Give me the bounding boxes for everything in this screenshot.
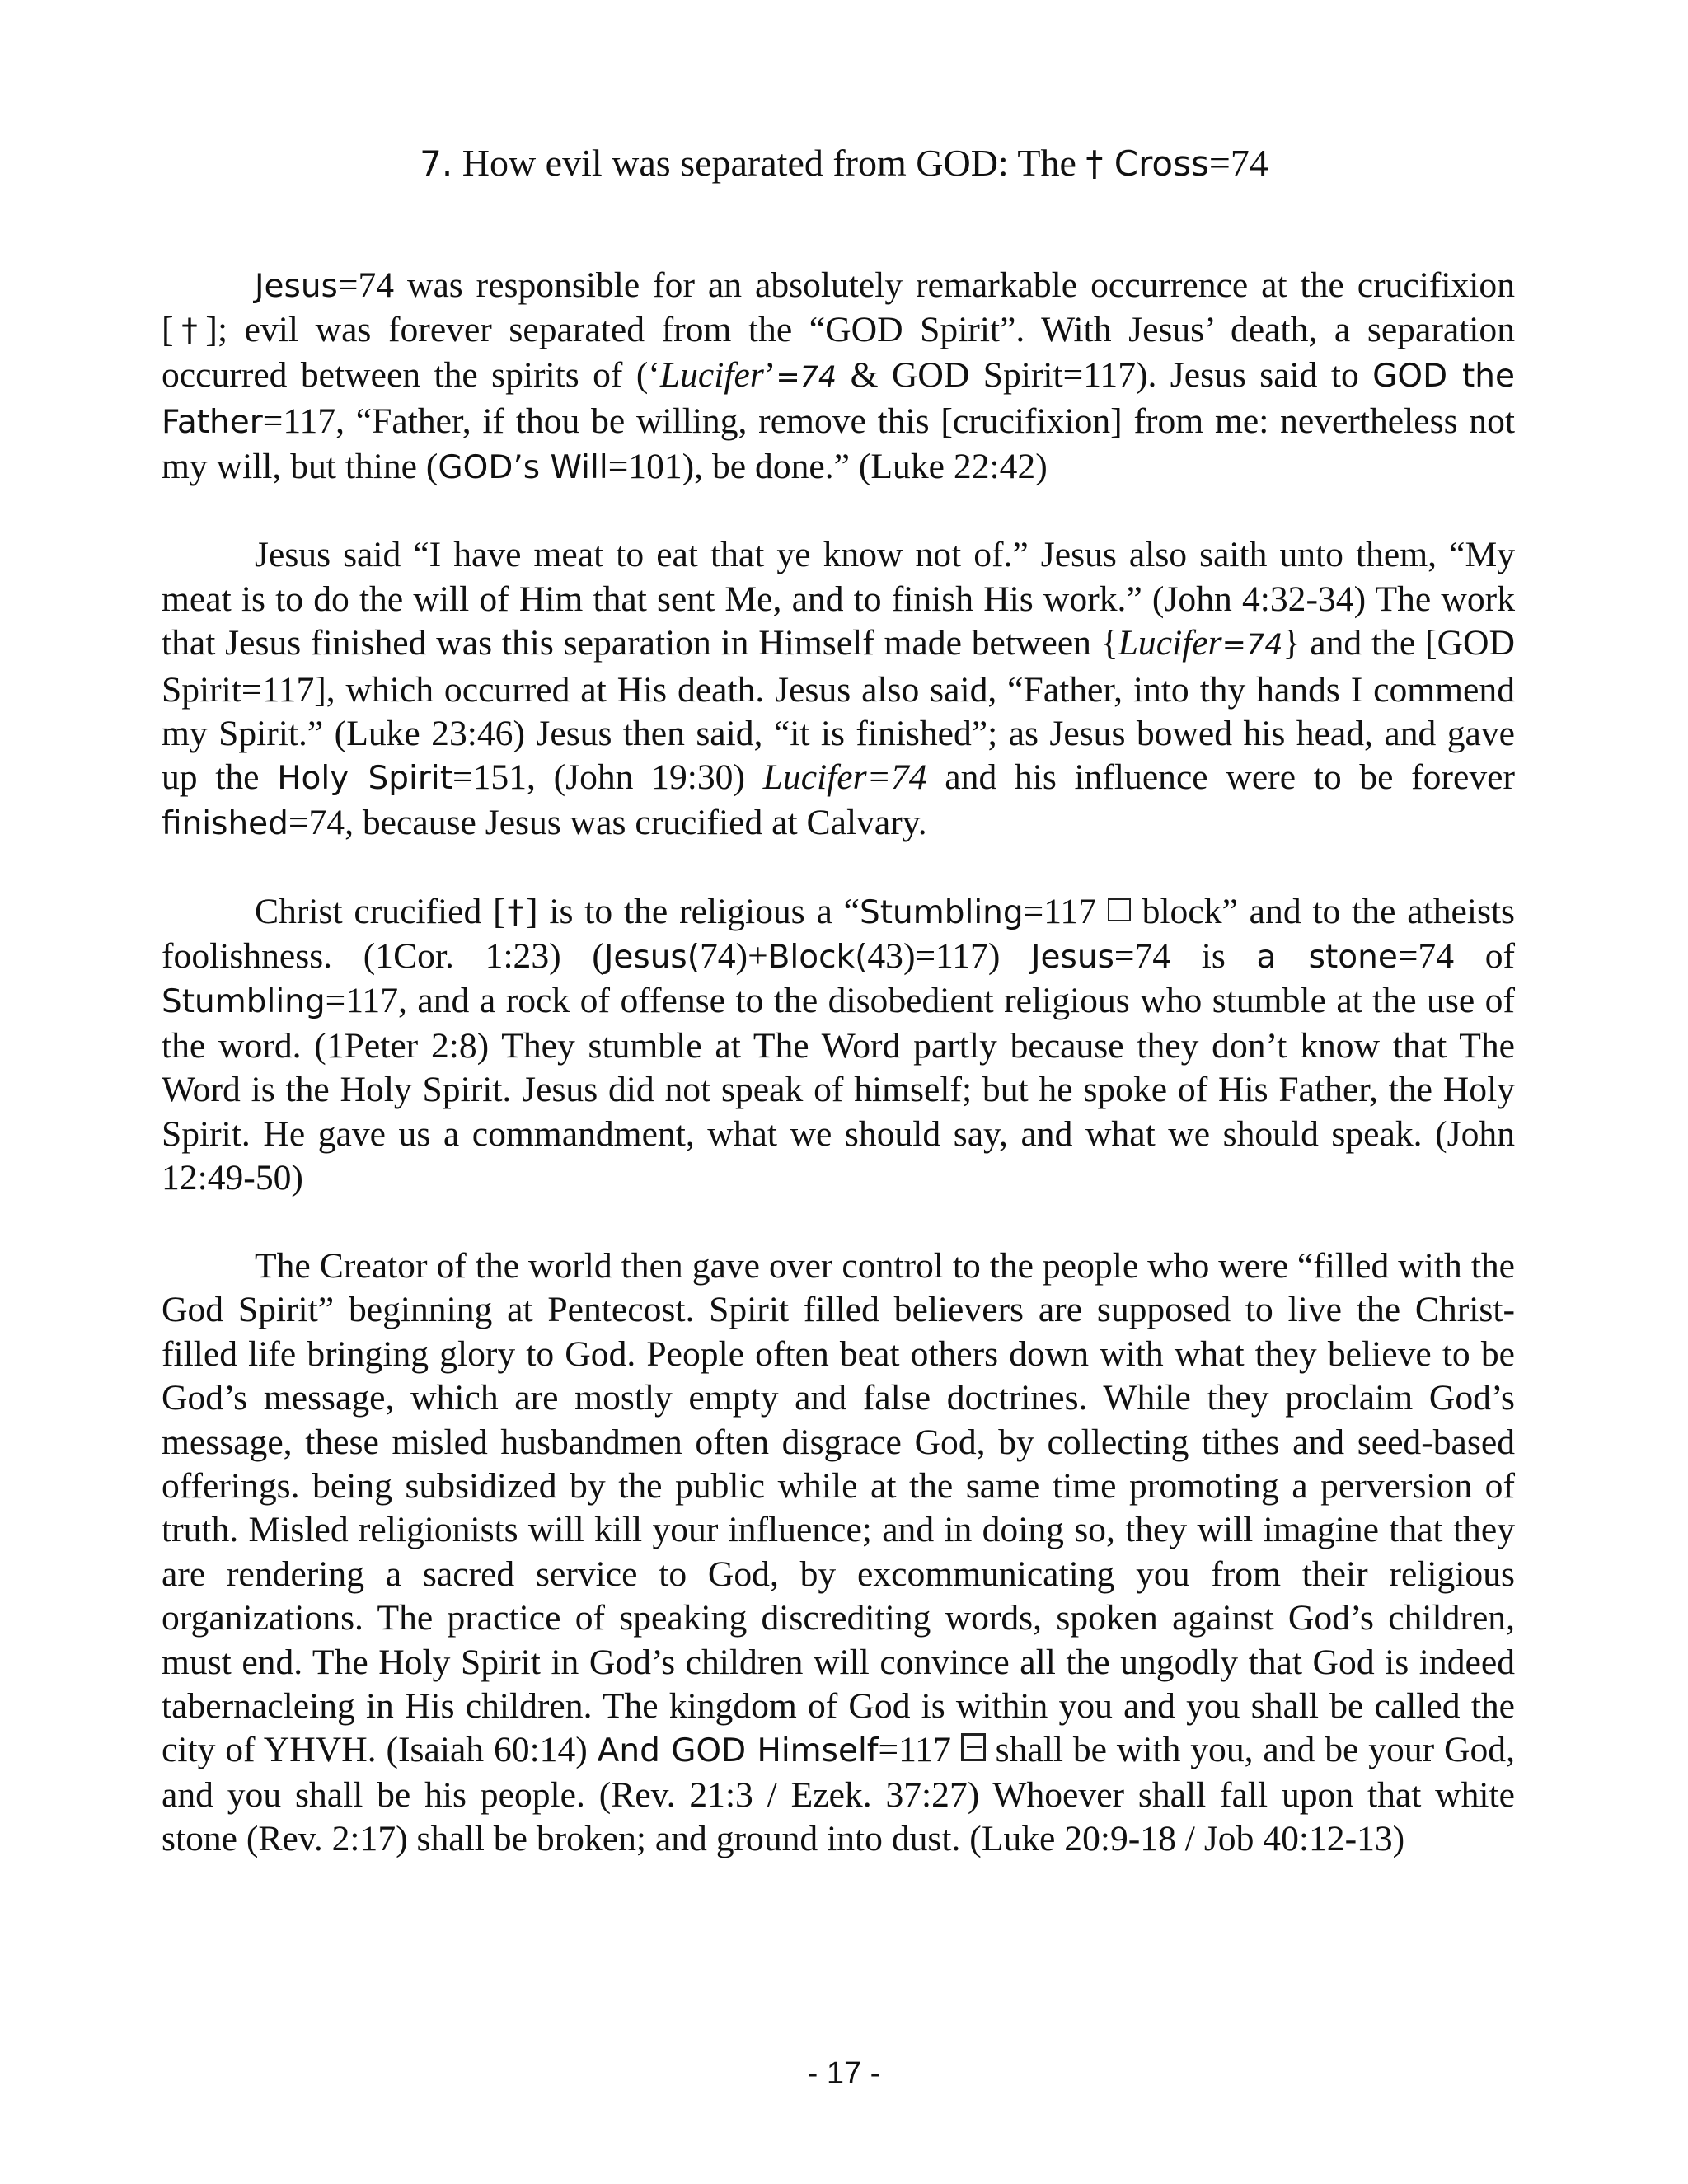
text-run: =101), be done.” (Luke 22:42) <box>607 446 1048 486</box>
cross-icon: † <box>173 312 206 350</box>
text-run: ’ <box>763 354 776 395</box>
term-jesus: Jesus <box>1031 939 1114 977</box>
text-run: =74 of <box>1397 936 1516 977</box>
term-value: =74 <box>1221 629 1283 663</box>
term-gods-will: GOD’s Will <box>438 448 608 486</box>
text-run: =117 <box>878 1730 961 1770</box>
term-lucifer: Lucifer <box>1118 623 1222 663</box>
text-run: block” and to the atheists foolishness. (1Cor. 1:23) ( <box>162 891 1516 977</box>
page-number: - 17 - <box>807 2056 881 2091</box>
paragraph-1 <box>162 264 1515 490</box>
text-run: } and the [GOD Spirit=117], which occurred at His death. Jesus also said, “Father, into thy hands I commend my Spirit.” (Luke 23:46) Jesus then said, “it is finished”; as Jesus bowed his head, and gave up the <box>162 623 1515 798</box>
paragraph-2 <box>162 533 1515 846</box>
term-jesus: Jesus( <box>603 939 700 977</box>
paragraph-4 <box>162 1244 1515 1862</box>
heading-value: =74 <box>1208 142 1268 184</box>
text-run: ] is to the religious a “ <box>526 891 860 931</box>
text-run: =117, and a rock of offense to the disobedient religious who stumble at the use of the word. (1Peter 2:8) They stumble at The Word partly because they don’t know that The Word is the Holy Spirit. Jesus did not speak of himself; but he spoke of His Father, the Holy Spirit. He gave us a commandment, what we should say, and what we should speak. (John 12:49-50) <box>162 981 1515 1198</box>
text-run: The Creator of the world then gave over control to the people who were “filled with the God Spirit” beginning at Pentecost. Spirit filled believers are supposed to live the Christ-filled life bringing glory to God. People often beat others down with what they believe to be God’s message, which are mostly empty and false doctrines. While they proclaim God’s message, these misled husbandmen often disgrace God, by collecting tithes and seed-based offerings. being subsidized by the public while at the same time promoting a perversion of truth. Misled religionists will kill your influence; and in doing so, they will imagine that they are rendering a sacred service to God, by excommunicating you from their religious organizations. The practice of speaking discrediting words, spoken against God’s children, must end. The Holy Spirit in God’s children will convince all the ungodly that God is indeed tabernacleing in His children. The kingdom of God is within you and you shall be called the city of YHVH. (Isaiah 60:14) <box>162 1245 1515 1770</box>
glyph-box-icon <box>961 1733 986 1761</box>
term-lucifer-value: Lucifer=74 <box>762 757 927 798</box>
text-run: Jesus said “I have meat to eat that ye know not of.” Jesus also saith unto them, “My meat is to do the will of Him that sent Me, and to finish His work.” (John 4:32-34) The work that Jesus finished was this separation in Himself made between { <box>162 535 1515 663</box>
text-run: 74)+ <box>699 936 768 977</box>
heading-text: How evil was separated from GOD: The <box>452 142 1086 184</box>
term-lucifer: Lucifer <box>659 354 764 395</box>
section-heading <box>0 138 1688 189</box>
text-run: Christ crucified [ <box>255 891 505 931</box>
text-run: shall be with you, and be your God, and you shall be his people. (Rev. 21:3 / Ezek. 37:27) Whoever shall fall upon that white stone (Rev. 2:17) shall be broken; and ground into dust. (Luke 20:9-18 / Job 40:12-13) <box>162 1730 1515 1859</box>
text-run: and his influence were to be forever <box>926 757 1515 798</box>
text-run: & GOD Spirit=117). Jesus said to <box>837 354 1373 395</box>
term-a-stone: a stone <box>1256 939 1398 977</box>
heading-number: 7. <box>420 143 453 184</box>
paragraph-3 <box>162 890 1515 1201</box>
text-run: ]; evil was forever separated from the “GOD Spirit”. With Jesus’ death, a separation occurred between the spirits of (‘ <box>162 310 1515 395</box>
text-run: =74 is <box>1114 936 1257 977</box>
cross-icon: † <box>504 893 527 931</box>
term-stumbling: Stumbling <box>162 983 326 1021</box>
block-square-icon <box>1108 898 1131 921</box>
text-run: =117 <box>1023 891 1108 931</box>
heading-cross: † Cross <box>1085 143 1209 184</box>
body-text <box>162 264 1515 1905</box>
term-finished: finished <box>162 804 288 842</box>
term-holy-spirit: Holy Spirit <box>277 760 453 798</box>
term-block: Block( <box>767 939 868 977</box>
term-stumbling: Stumbling <box>859 893 1024 931</box>
term-god-the-father: GOD the Father <box>162 357 1515 442</box>
term-value: =74 <box>776 360 837 394</box>
text-run: =74, because Jesus was crucified at Calvary. <box>288 802 927 842</box>
term-and-god-himself: And GOD Himself <box>597 1732 879 1770</box>
text-run: =74 was responsible for an absolutely remarkable occurrence at the crucifixion [ <box>162 265 1515 350</box>
term-jesus: Jesus <box>255 268 338 305</box>
text-run: =117, “Father, if thou be willing, remove this [crucifixion] from me: nevertheless not my will, but thine ( <box>162 401 1515 486</box>
text-run: 43)=117) <box>867 936 1032 977</box>
text-run: =151, (John 19:30) <box>452 757 763 798</box>
